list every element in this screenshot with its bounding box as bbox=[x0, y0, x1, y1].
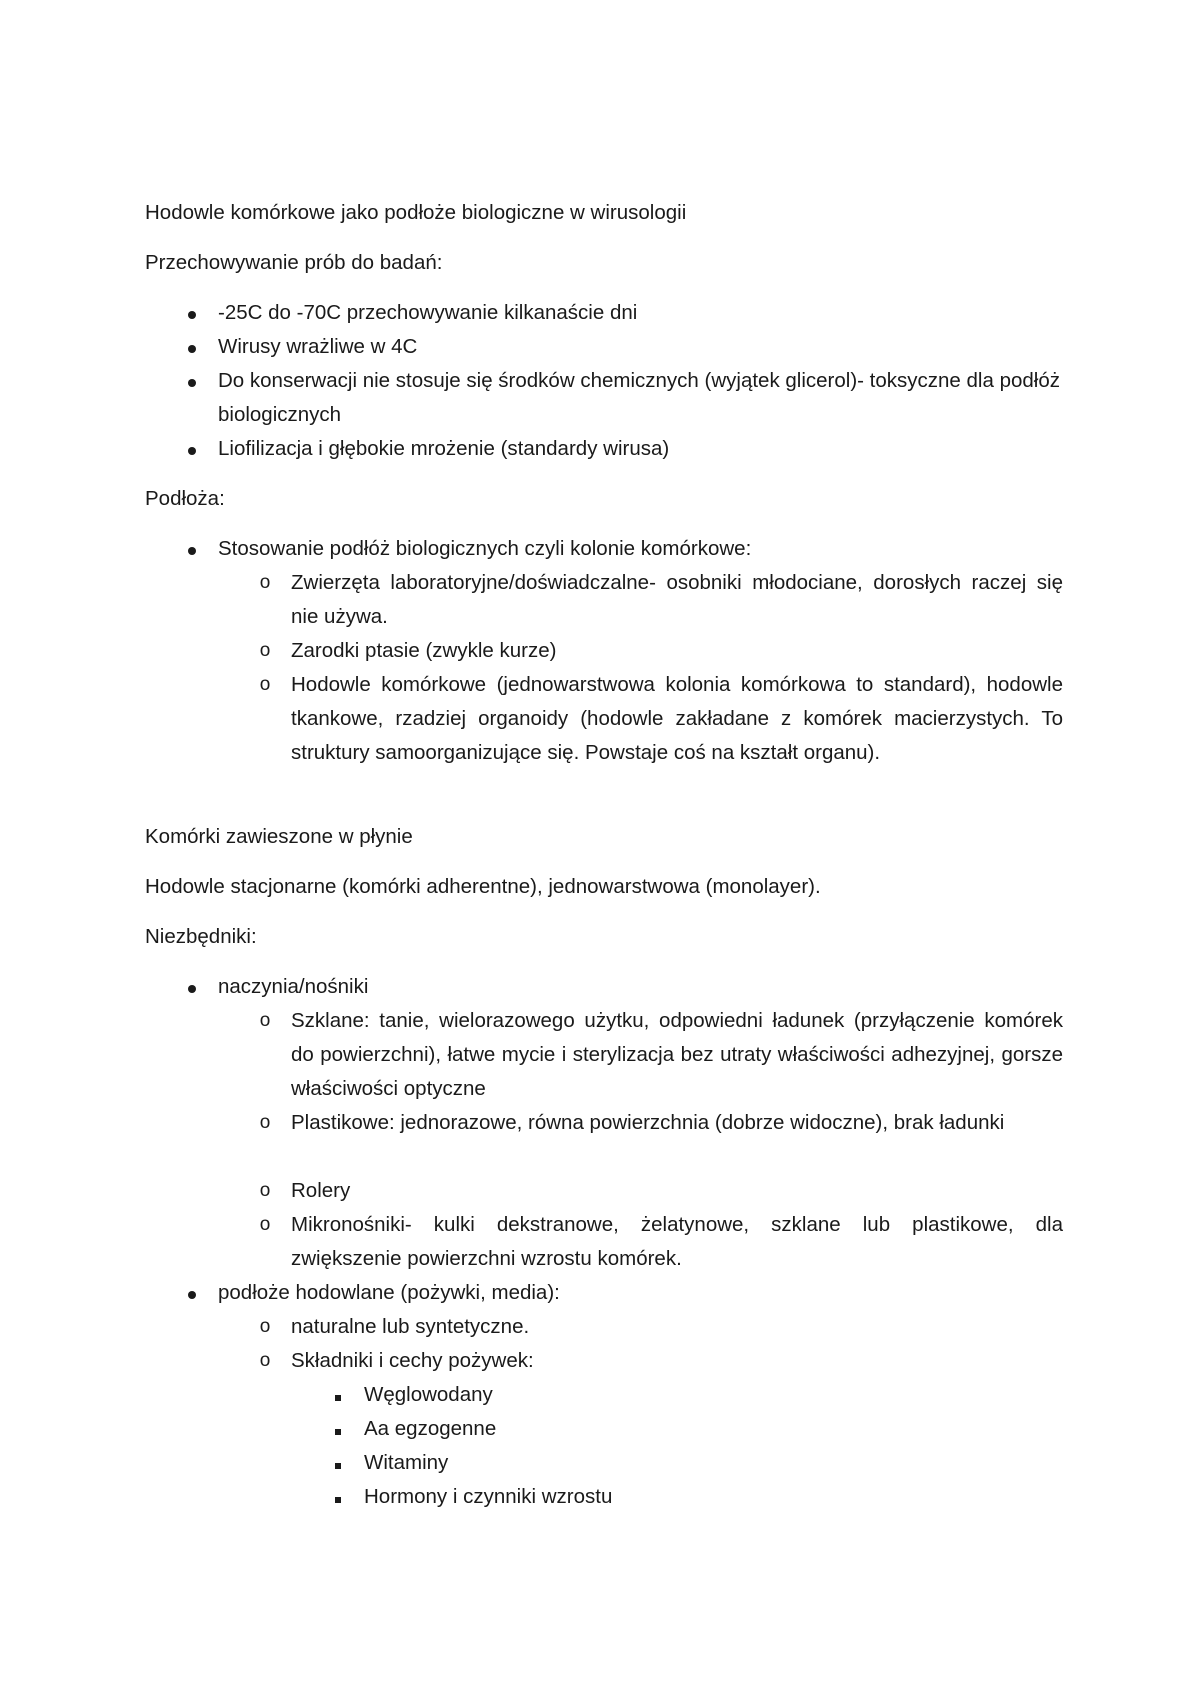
essentials-heading: Niezbędniki: bbox=[145, 925, 257, 948]
square-bullet-icon bbox=[328, 1480, 348, 1514]
list-subitem: o naturalne lub syntetyczne. bbox=[291, 1310, 1063, 1344]
circle-bullet-icon: o bbox=[259, 640, 271, 661]
bullet-icon bbox=[182, 970, 202, 1004]
list-subsubitem: Witaminy bbox=[364, 1446, 1064, 1480]
document-title: Hodowle komórkowe jako podłoże biologiczne w wirusologii bbox=[145, 201, 687, 224]
circle-bullet-icon: o bbox=[259, 1214, 271, 1235]
list-subitem: o Plastikowe: jednorazowe, równa powierzchnia (dobrze widoczne), brak ładunki bbox=[291, 1106, 1063, 1140]
bullet-icon bbox=[182, 330, 202, 364]
circle-bullet-icon: o bbox=[259, 1316, 271, 1337]
list-subsubitem: Aa egzogenne bbox=[364, 1412, 1064, 1446]
square-bullet-icon bbox=[328, 1378, 348, 1412]
storage-heading: Przechowywanie prób do badań: bbox=[145, 251, 443, 274]
list-item: naczynia/nośniki bbox=[218, 970, 1063, 1004]
square-bullet-icon bbox=[328, 1412, 348, 1446]
circle-bullet-icon: o bbox=[259, 1180, 271, 1201]
list-subitem: o Zarodki ptasie (zwykle kurze) bbox=[291, 634, 1063, 668]
list-subitem: o Rolery bbox=[291, 1174, 1063, 1208]
circle-bullet-icon: o bbox=[259, 1010, 271, 1031]
list-item: Do konserwacji nie stosuje się środków chemicznych (wyjątek glicerol)- toksyczne dla podłóż biologicznych bbox=[218, 364, 1063, 432]
suspended-cells-text: Komórki zawieszone w płynie bbox=[145, 825, 413, 848]
stationary-cultures-text: Hodowle stacjonarne (komórki adherentne), jednowarstwowa (monolayer). bbox=[145, 875, 821, 898]
bullet-icon bbox=[182, 1276, 202, 1310]
bullet-icon bbox=[182, 364, 202, 398]
circle-bullet-icon: o bbox=[259, 1350, 271, 1371]
list-item: Liofilizacja i głębokie mrożenie (standardy wirusa) bbox=[218, 432, 1063, 466]
square-bullet-icon bbox=[328, 1446, 348, 1480]
media-heading: Podłoża: bbox=[145, 487, 225, 510]
circle-bullet-icon: o bbox=[259, 674, 271, 695]
list-subitem: o Szklane: tanie, wielorazowego użytku, odpowiedni ładunek (przyłączenie komórek do powierzchni), łatwe mycie i sterylizacja bez utraty właściwości adhezyjnej, gorsze właściwości optyczne bbox=[291, 1004, 1063, 1106]
list-item: -25C do -70C przechowywanie kilkanaście dni bbox=[218, 296, 1063, 330]
circle-bullet-icon: o bbox=[259, 1112, 271, 1133]
bullet-icon bbox=[182, 532, 202, 566]
list-subitem: o Mikronośniki- kulki dekstranowe, żelatynowe, szklane lub plastikowe, dla zwiększenie powierzchni wzrostu komórek. bbox=[291, 1208, 1063, 1276]
list-subitem: o Zwierzęta laboratoryjne/doświadczalne- osobniki młodociane, dorosłych raczej się nie używa. bbox=[291, 566, 1063, 634]
list-item: Stosowanie podłóż biologicznych czyli kolonie komórkowe: bbox=[218, 532, 1063, 566]
bullet-icon bbox=[182, 296, 202, 330]
list-item: podłoże hodowlane (pożywki, media): bbox=[218, 1276, 1063, 1310]
list-item: Wirusy wrażliwe w 4C bbox=[218, 330, 1063, 364]
list-subitem: o Hodowle komórkowe (jednowarstwowa kolonia komórkowa to standard), hodowle tkankowe, rzadziej organoidy (hodowle zakładane z komórek macierzystych. To struktury samoorganizujące się. Powstaje coś na kształt organu). bbox=[291, 668, 1063, 770]
list-subsubitem: Hormony i czynniki wzrostu bbox=[364, 1480, 1064, 1514]
list-subitem: o Składniki i cechy pożywek: bbox=[291, 1344, 1063, 1378]
list-subsubitem: Węglowodany bbox=[364, 1378, 1064, 1412]
circle-bullet-icon: o bbox=[259, 572, 271, 593]
bullet-icon bbox=[182, 432, 202, 466]
